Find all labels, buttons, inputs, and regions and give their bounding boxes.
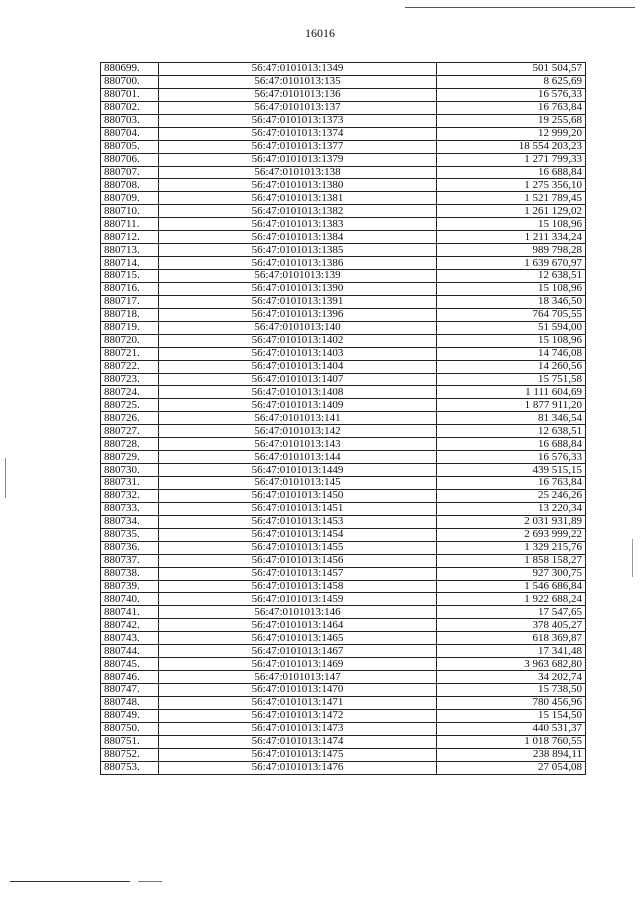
cadastral-number-cell: 56:47:0101013:1449 [158, 464, 437, 477]
table-row [101, 360, 586, 373]
value-cell: 1 858 158,27 [437, 554, 586, 567]
value-cell: 15 751,58 [437, 373, 586, 386]
row-number-cell: 880726. [101, 412, 159, 425]
table-row [101, 464, 586, 477]
table-row [101, 515, 586, 528]
table-row [101, 748, 586, 761]
row-number-cell: 880717. [101, 295, 159, 308]
value-cell: 17 547,65 [437, 606, 586, 619]
value-cell: 780 456,96 [437, 696, 586, 709]
table-row [101, 308, 586, 321]
row-number-cell: 880702. [101, 101, 159, 114]
table-row [101, 257, 586, 270]
value-cell: 14 746,08 [437, 347, 586, 360]
table-row [101, 489, 586, 502]
table-row [101, 192, 586, 205]
cadastral-number-cell: 56:47:0101013:1471 [158, 696, 437, 709]
value-cell: 1 546 686,84 [437, 580, 586, 593]
value-cell: 16 688,84 [437, 438, 586, 451]
cadastral-number-cell: 56:47:0101013:137 [158, 101, 437, 114]
cadastral-number-cell: 56:47:0101013:1390 [158, 282, 437, 295]
page-number: 16016 [305, 26, 335, 40]
row-number-cell: 880747. [101, 684, 159, 697]
row-number-cell: 880730. [101, 464, 159, 477]
row-number-cell: 880719. [101, 321, 159, 334]
row-number-cell: 880706. [101, 153, 159, 166]
table-row [101, 671, 586, 684]
value-cell: 15 738,50 [437, 684, 586, 697]
row-number-cell: 880715. [101, 270, 159, 283]
row-number-cell: 880735. [101, 528, 159, 541]
value-cell: 15 154,50 [437, 709, 586, 722]
row-number-cell: 880746. [101, 671, 159, 684]
cadastral-number-cell: 56:47:0101013:1467 [158, 645, 437, 658]
scan-edge-mark-right [632, 539, 633, 577]
table-row [101, 399, 586, 412]
row-number-cell: 880753. [101, 761, 159, 774]
value-cell: 16 576,33 [437, 88, 586, 101]
cadastral-number-cell: 56:47:0101013:1474 [158, 735, 437, 748]
table-row [101, 684, 586, 697]
row-number-cell: 880744. [101, 645, 159, 658]
table-row [101, 645, 586, 658]
row-number-cell: 880731. [101, 477, 159, 490]
value-cell: 1 275 356,10 [437, 179, 586, 192]
row-number-cell: 880745. [101, 658, 159, 671]
row-number-cell: 880734. [101, 515, 159, 528]
value-cell: 927 300,75 [437, 567, 586, 580]
row-number-cell: 880699. [101, 63, 159, 76]
table-row [101, 75, 586, 88]
table-row [101, 218, 586, 231]
cadastral-number-cell: 56:47:0101013:1381 [158, 192, 437, 205]
row-number-cell: 880732. [101, 489, 159, 502]
table-row [101, 140, 586, 153]
value-cell: 1 018 760,55 [437, 735, 586, 748]
value-cell: 1 639 670,97 [437, 257, 586, 270]
table-row [101, 425, 586, 438]
table-row [101, 386, 586, 399]
table-row [101, 554, 586, 567]
row-number-cell: 880714. [101, 257, 159, 270]
table-row [101, 231, 586, 244]
value-cell: 51 594,00 [437, 321, 586, 334]
row-number-cell: 880711. [101, 218, 159, 231]
table-row [101, 722, 586, 735]
cadastral-number-cell: 56:47:0101013:1459 [158, 593, 437, 606]
scan-edge-mark-left [5, 458, 6, 498]
cadastral-number-cell: 56:47:0101013:1374 [158, 127, 437, 140]
value-cell: 1 329 215,76 [437, 541, 586, 554]
row-number-cell: 880750. [101, 722, 159, 735]
table-row [101, 63, 586, 76]
row-number-cell: 880739. [101, 580, 159, 593]
table-row [101, 153, 586, 166]
table-row [101, 619, 586, 632]
row-number-cell: 880713. [101, 244, 159, 257]
table-row [101, 709, 586, 722]
table-row [101, 101, 586, 114]
cadastral-number-cell: 56:47:0101013:1409 [158, 399, 437, 412]
cadastral-number-cell: 56:47:0101013:1373 [158, 114, 437, 127]
value-cell: 16 763,84 [437, 477, 586, 490]
value-cell: 440 531,37 [437, 722, 586, 735]
row-number-cell: 880725. [101, 399, 159, 412]
cadastral-number-cell: 56:47:0101013:145 [158, 477, 437, 490]
cadastral-number-cell: 56:47:0101013:1349 [158, 63, 437, 76]
value-cell: 27 054,08 [437, 761, 586, 774]
row-number-cell: 880710. [101, 205, 159, 218]
row-number-cell: 880736. [101, 541, 159, 554]
top-rule [405, 7, 635, 8]
row-number-cell: 880724. [101, 386, 159, 399]
table-row [101, 244, 586, 257]
row-number-cell: 880743. [101, 632, 159, 645]
row-number-cell: 880704. [101, 127, 159, 140]
value-cell: 238 894,11 [437, 748, 586, 761]
footnote-rule-tail [138, 881, 162, 882]
row-number-cell: 880733. [101, 502, 159, 515]
table-row [101, 373, 586, 386]
cadastral-number-cell: 56:47:0101013:144 [158, 451, 437, 464]
value-cell: 439 515,15 [437, 464, 586, 477]
cadastral-number-cell: 56:47:0101013:1456 [158, 554, 437, 567]
table-row [101, 127, 586, 140]
table-row [101, 735, 586, 748]
cadastral-number-cell: 56:47:0101013:1470 [158, 684, 437, 697]
cadastral-number-cell: 56:47:0101013:1457 [158, 567, 437, 580]
value-cell: 1 111 604,69 [437, 386, 586, 399]
table-row [101, 321, 586, 334]
cadastral-number-cell: 56:47:0101013:1469 [158, 658, 437, 671]
table-row [101, 696, 586, 709]
table-row [101, 166, 586, 179]
table-body [101, 63, 586, 775]
value-cell: 378 405,27 [437, 619, 586, 632]
table-row [101, 761, 586, 774]
cadastral-number-cell: 56:47:0101013:1451 [158, 502, 437, 515]
table-row [101, 451, 586, 464]
cadastral-number-cell: 56:47:0101013:1403 [158, 347, 437, 360]
cadastral-number-cell: 56:47:0101013:1475 [158, 748, 437, 761]
value-cell: 2 693 999,22 [437, 528, 586, 541]
cadastral-number-cell: 56:47:0101013:1472 [158, 709, 437, 722]
cadastral-number-cell: 56:47:0101013:142 [158, 425, 437, 438]
value-cell: 15 108,96 [437, 218, 586, 231]
row-number-cell: 880741. [101, 606, 159, 619]
cadastral-number-cell: 56:47:0101013:1476 [158, 761, 437, 774]
value-cell: 16 576,33 [437, 451, 586, 464]
value-cell: 17 341,48 [437, 645, 586, 658]
cadastral-number-cell: 56:47:0101013:1377 [158, 140, 437, 153]
row-number-cell: 880737. [101, 554, 159, 567]
cadastral-number-cell: 56:47:0101013:1404 [158, 360, 437, 373]
table-row [101, 567, 586, 580]
table-row [101, 606, 586, 619]
row-number-cell: 880718. [101, 308, 159, 321]
row-number-cell: 880701. [101, 88, 159, 101]
value-cell: 12 638,51 [437, 425, 586, 438]
cadastral-number-cell: 56:47:0101013:1380 [158, 179, 437, 192]
cadastral-number-cell: 56:47:0101013:136 [158, 88, 437, 101]
value-cell: 12 638,51 [437, 270, 586, 283]
value-cell: 15 108,96 [437, 282, 586, 295]
row-number-cell: 880752. [101, 748, 159, 761]
row-number-cell: 880700. [101, 75, 159, 88]
cadastral-number-cell: 56:47:0101013:1386 [158, 257, 437, 270]
value-cell: 15 108,96 [437, 334, 586, 347]
value-cell: 16 688,84 [437, 166, 586, 179]
cadastral-number-cell: 56:47:0101013:1453 [158, 515, 437, 528]
row-number-cell: 880723. [101, 373, 159, 386]
row-number-cell: 880738. [101, 567, 159, 580]
table-row [101, 270, 586, 283]
row-number-cell: 880742. [101, 619, 159, 632]
value-cell: 14 260,56 [437, 360, 586, 373]
row-number-cell: 880720. [101, 334, 159, 347]
cadastral-number-cell: 56:47:0101013:1455 [158, 541, 437, 554]
row-number-cell: 880728. [101, 438, 159, 451]
cadastral-number-cell: 56:47:0101013:1379 [158, 153, 437, 166]
table-row [101, 412, 586, 425]
row-number-cell: 880749. [101, 709, 159, 722]
row-number-cell: 880705. [101, 140, 159, 153]
cadastral-number-cell: 56:47:0101013:139 [158, 270, 437, 283]
row-number-cell: 880721. [101, 347, 159, 360]
cadastral-number-cell: 56:47:0101013:1407 [158, 373, 437, 386]
table-row [101, 205, 586, 218]
value-cell: 1 271 799,33 [437, 153, 586, 166]
table-row [101, 347, 586, 360]
row-number-cell: 880751. [101, 735, 159, 748]
row-number-cell: 880722. [101, 360, 159, 373]
value-cell: 989 798,28 [437, 244, 586, 257]
value-cell: 1 922 688,24 [437, 593, 586, 606]
value-cell: 8 625,69 [437, 75, 586, 88]
row-number-cell: 880707. [101, 166, 159, 179]
cadastral-value-table [100, 62, 586, 775]
value-cell: 25 246,26 [437, 489, 586, 502]
table-row [101, 179, 586, 192]
cadastral-number-cell: 56:47:0101013:1464 [158, 619, 437, 632]
value-cell: 1 211 334,24 [437, 231, 586, 244]
row-number-cell: 880703. [101, 114, 159, 127]
cadastral-number-cell: 56:47:0101013:1473 [158, 722, 437, 735]
cadastral-number-cell: 56:47:0101013:1391 [158, 295, 437, 308]
cadastral-number-cell: 56:47:0101013:147 [158, 671, 437, 684]
table-row [101, 334, 586, 347]
cadastral-number-cell: 56:47:0101013:1396 [158, 308, 437, 321]
row-number-cell: 880709. [101, 192, 159, 205]
value-cell: 12 999,20 [437, 127, 586, 140]
value-cell: 501 504,57 [437, 63, 586, 76]
table-row [101, 502, 586, 515]
cadastral-number-cell: 56:47:0101013:141 [158, 412, 437, 425]
value-cell: 81 346,54 [437, 412, 586, 425]
value-cell: 16 763,84 [437, 101, 586, 114]
table-row [101, 632, 586, 645]
table-row [101, 114, 586, 127]
value-cell: 618 369,87 [437, 632, 586, 645]
cadastral-number-cell: 56:47:0101013:1384 [158, 231, 437, 244]
table-row [101, 528, 586, 541]
value-cell: 18 346,50 [437, 295, 586, 308]
cadastral-number-cell: 56:47:0101013:138 [158, 166, 437, 179]
value-cell: 1 877 911,20 [437, 399, 586, 412]
cadastral-number-cell: 56:47:0101013:1465 [158, 632, 437, 645]
value-cell: 34 202,74 [437, 671, 586, 684]
value-cell: 1 261 129,02 [437, 205, 586, 218]
table-row [101, 658, 586, 671]
cadastral-number-cell: 56:47:0101013:143 [158, 438, 437, 451]
row-number-cell: 880740. [101, 593, 159, 606]
table-row [101, 295, 586, 308]
table-row [101, 438, 586, 451]
cadastral-number-cell: 56:47:0101013:140 [158, 321, 437, 334]
table-row [101, 282, 586, 295]
table-row [101, 477, 586, 490]
table-row [101, 580, 586, 593]
row-number-cell: 880708. [101, 179, 159, 192]
row-number-cell: 880712. [101, 231, 159, 244]
cadastral-number-cell: 56:47:0101013:1454 [158, 528, 437, 541]
value-cell: 18 554 203,23 [437, 140, 586, 153]
row-number-cell: 880748. [101, 696, 159, 709]
cadastral-number-cell: 56:47:0101013:1402 [158, 334, 437, 347]
cadastral-number-cell: 56:47:0101013:1382 [158, 205, 437, 218]
value-cell: 13 220,34 [437, 502, 586, 515]
cadastral-number-cell: 56:47:0101013:1450 [158, 489, 437, 502]
table-row [101, 593, 586, 606]
row-number-cell: 880716. [101, 282, 159, 295]
cadastral-number-cell: 56:47:0101013:135 [158, 75, 437, 88]
value-cell: 2 031 931,89 [437, 515, 586, 528]
value-cell: 3 963 682,80 [437, 658, 586, 671]
row-number-cell: 880729. [101, 451, 159, 464]
cadastral-number-cell: 56:47:0101013:146 [158, 606, 437, 619]
cadastral-number-cell: 56:47:0101013:1458 [158, 580, 437, 593]
cadastral-number-cell: 56:47:0101013:1383 [158, 218, 437, 231]
cadastral-number-cell: 56:47:0101013:1408 [158, 386, 437, 399]
table-row [101, 541, 586, 554]
table-row [101, 88, 586, 101]
row-number-cell: 880727. [101, 425, 159, 438]
value-cell: 19 255,68 [437, 114, 586, 127]
footnote-rule [10, 881, 130, 882]
cadastral-number-cell: 56:47:0101013:1385 [158, 244, 437, 257]
value-cell: 1 521 789,45 [437, 192, 586, 205]
value-cell: 764 705,55 [437, 308, 586, 321]
